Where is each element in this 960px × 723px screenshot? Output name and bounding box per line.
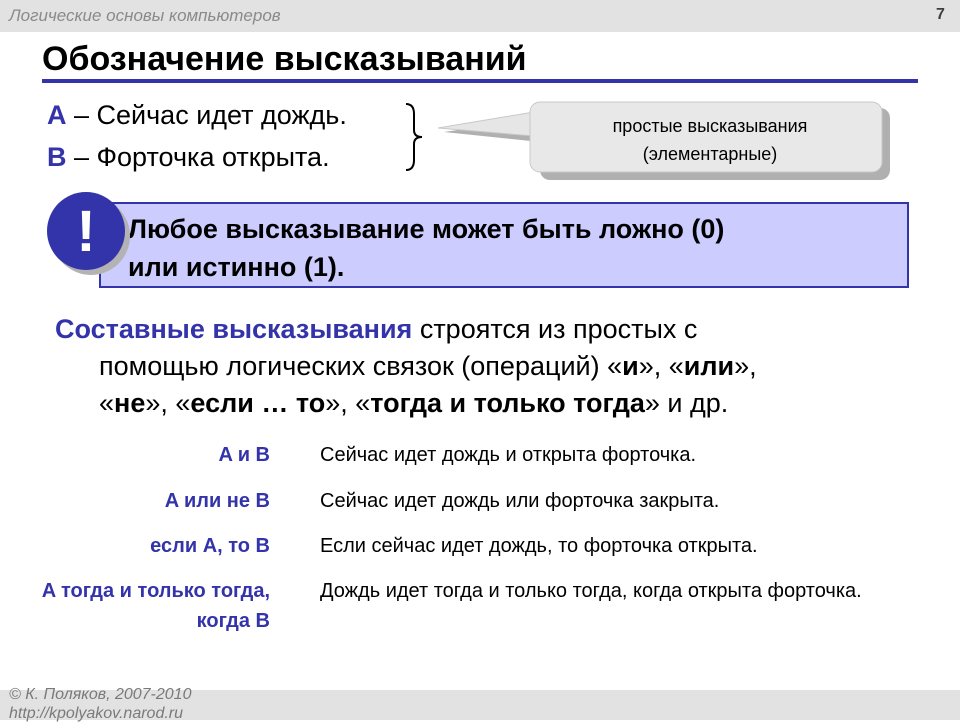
slide-title: Обозначение высказываний	[42, 40, 527, 78]
sep-2: »,	[734, 351, 757, 381]
example-meaning-1: Сейчас идет дождь и открыта форточка.	[320, 444, 697, 466]
example-meaning-4: Дождь идет тогда и только тогда, когда открыта форточка.	[320, 580, 862, 602]
compound-line-2	[55, 348, 757, 385]
compound-line-1	[55, 311, 925, 348]
statement-a-text: – Сейчас идет дождь.	[66, 100, 347, 130]
sep-1: », «	[638, 351, 684, 381]
statement-b	[47, 142, 330, 173]
compound-line-3	[55, 385, 728, 422]
statement-a	[47, 100, 347, 131]
op-if: если … то	[190, 388, 326, 418]
exclamation-icon: !	[76, 198, 96, 264]
callout-line-2: (элементарные)	[642, 144, 778, 164]
sep-3: », «	[145, 388, 191, 418]
statement-b-text: – Форточка открыта.	[66, 142, 330, 172]
note-text	[128, 210, 888, 286]
statement-a-letter: A	[47, 100, 67, 130]
callout-text	[530, 112, 890, 168]
op-not: не	[114, 388, 146, 418]
example-expr-3: если A, то B	[150, 535, 270, 557]
op-and: и	[622, 351, 639, 381]
example-meaning-3: Если сейчас идет дождь, то форточка открыта.	[320, 535, 758, 557]
example-expr-4: A тогда и только тогда, когда B	[41, 580, 270, 632]
footer-copyright: © К. Поляков, 2007-2010	[9, 686, 192, 703]
compound-term: Составные высказывания	[55, 314, 413, 344]
compound-line-2-text: помощью логических связок (операций) «	[99, 351, 623, 381]
title-underline	[42, 79, 918, 83]
example-meaning-2: Сейчас идет дождь или форточка закрыта.	[320, 490, 720, 512]
quote-open: «	[99, 388, 115, 418]
compound-tail: » и др.	[644, 388, 729, 418]
example-expr-2: A или не B	[164, 490, 270, 512]
sep-4: », «	[325, 388, 371, 418]
page-number: 7	[936, 6, 945, 23]
op-or: или	[683, 351, 735, 381]
note-line-1: Любое высказывание может быть ложно (0)	[128, 214, 725, 244]
course-title: Логические основы компьютеров	[9, 6, 281, 25]
op-iff: тогда и только тогда	[370, 388, 645, 418]
curly-brace-icon	[400, 102, 430, 172]
compound-statements-paragraph	[55, 311, 925, 422]
example-expr-1: A и B	[218, 444, 270, 466]
callout-line-1: простые высказывания	[612, 116, 808, 136]
compound-intro: строятся из простых с	[412, 314, 698, 344]
footer-url[interactable]: http://kpolyakov.narod.ru	[9, 705, 184, 722]
statement-b-letter: B	[47, 142, 67, 172]
note-line-2: или истинно (1).	[128, 252, 345, 282]
